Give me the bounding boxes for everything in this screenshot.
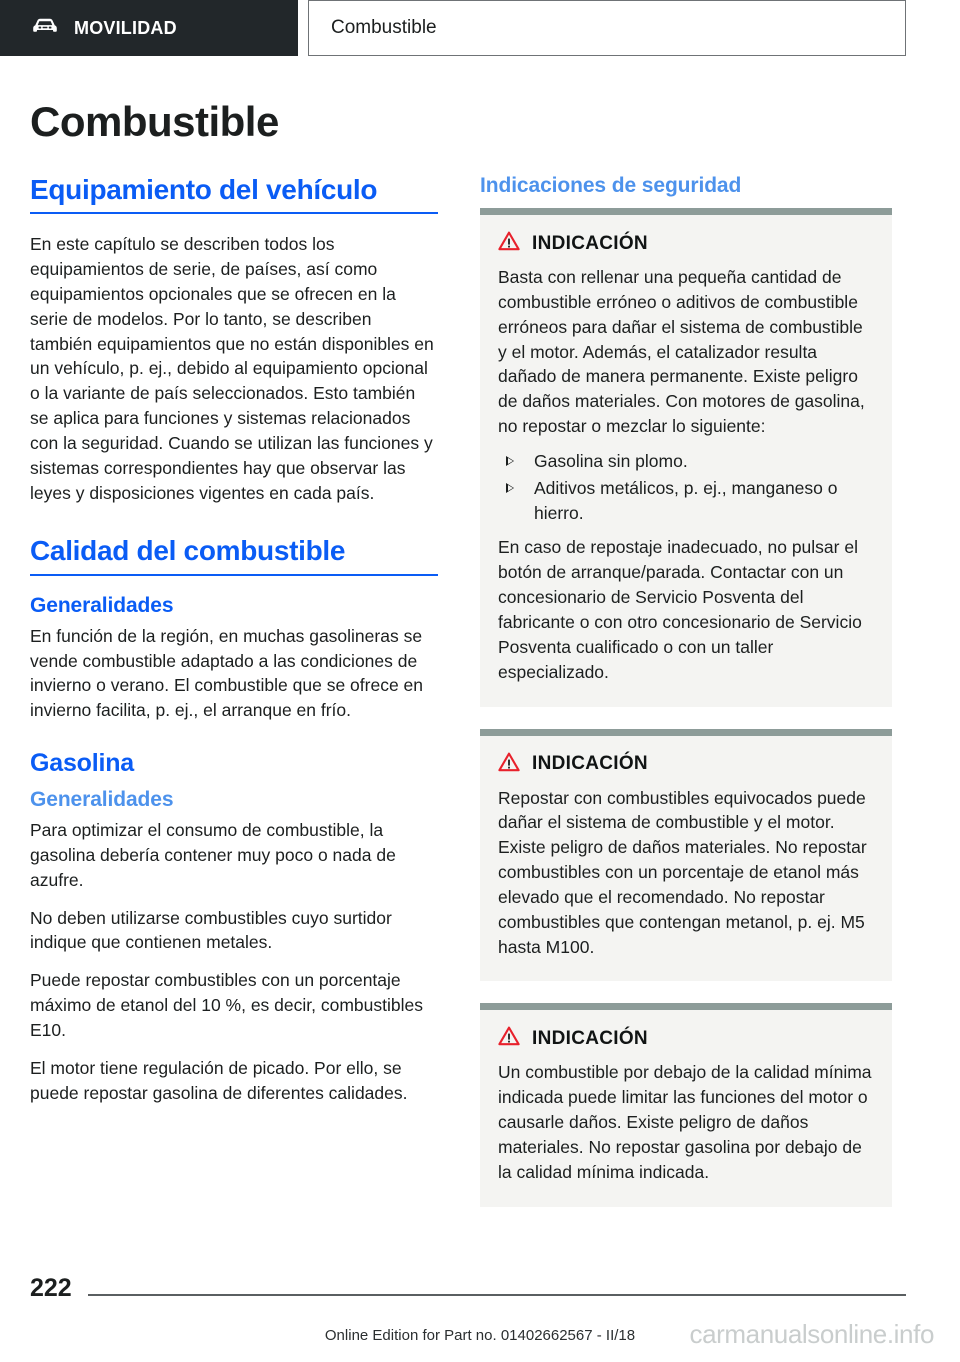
- heading-generalidades-2: Generalidades: [30, 788, 174, 812]
- notice-header: [498, 231, 874, 256]
- notice-header: [498, 1026, 874, 1051]
- watermark: carmanualsonline.info: [689, 1319, 934, 1349]
- section-tab-label: Combustible: [331, 17, 437, 38]
- page-footer: [0, 1276, 960, 1362]
- notice-title: INDICACIÓN: [532, 1027, 648, 1049]
- heading-gasolina: Gasolina: [30, 749, 134, 778]
- triangle-bullet-icon: [506, 456, 514, 466]
- right-column: [480, 174, 892, 1207]
- notice-bullet-list: [498, 449, 874, 526]
- list-item-label: Gasolina sin plomo.: [534, 450, 688, 471]
- warning-triangle-icon: [498, 1026, 520, 1051]
- chapter-label: MOVILIDAD: [74, 17, 177, 38]
- paragraph-gasolina-1: Para optimizar el consumo de combustible, la gasolina debería contener muy poco o nada de azufre.: [30, 820, 396, 890]
- paragraph-gasolina-2: No deben utilizarse combustibles cuyo surtidor indique que contienen metales.: [30, 907, 392, 953]
- heading-generalidades-1: Generalidades: [30, 593, 174, 617]
- heading-equipamiento: Equipamiento del vehículo: [30, 174, 378, 205]
- notice-title: INDICACIÓN: [532, 232, 648, 254]
- paragraph-generalidades-1: En función de la región, en muchas gasolineras se vende combustible adaptado a las condiciones de invierno o verano. El combustible que se ofrece en invierno facilita, p. ej., el arranque en frío.: [30, 625, 424, 721]
- chapter-tab[interactable]: [0, 0, 298, 56]
- warning-triangle-icon: [498, 752, 520, 777]
- content-columns: [0, 174, 960, 1207]
- edition-note: Online Edition for Part no. 01402662567 - II/18: [324, 1327, 636, 1344]
- triangle-bullet-icon: [506, 483, 514, 493]
- heading-indicaciones: Indicaciones de seguridad: [480, 174, 742, 197]
- list-item: [498, 476, 874, 526]
- notice-box: [480, 729, 892, 982]
- header-gap: [298, 0, 308, 56]
- section-tab[interactable]: [308, 0, 906, 56]
- notice-paragraph: Un combustible por debajo de la calidad mínima indicada puede limitar las funciones del motor o causarle daños. Existe peligro de daños materiales. No repostar gasolina por debajo de la calidad mínima indicada.: [498, 1062, 872, 1182]
- heading-rule: [30, 212, 438, 214]
- list-item-label: Aditivos metálicos, p. ej., manganeso o hierro.: [534, 477, 838, 523]
- paragraph-gasolina-3: Puede repostar combustibles con un porcentaje máximo de etanol del 10 %, es decir, combustibles E10.: [30, 970, 423, 1040]
- heading-rule-2: [30, 574, 438, 576]
- page-header: [0, 0, 960, 56]
- heading-calidad: Calidad del combustible: [30, 535, 346, 567]
- left-column: [30, 174, 438, 1207]
- footer-row: [0, 1276, 960, 1301]
- notice-box: [480, 1003, 892, 1206]
- paragraph-equipamiento: En este capítulo se describen todos los equipamientos de serie, de países, así como equipamientos opcionales que se ofrecen en la serie de modelos. Por lo tanto, se describen también equipamientos que no están disponibles en un vehículo, p. ej., debido al equipamiento opcional o la variante de país seleccionados. Esto también se aplica para funciones y sistemas relacionados con la seguridad. Cuando se utilizan las funciones y sistemas correspondientes hay que observar las leyes y disposiciones vigentes en cada país.: [30, 234, 434, 503]
- warning-triangle-icon: [498, 231, 520, 256]
- notice-box: [480, 208, 892, 707]
- notice-paragraph-after: En caso de repostaje inadecuado, no pulsar el botón de arranque/parada. Contactar con un concesionario de Servicio Posventa del fabricante o con otro concesionario de Servicio Posventa cualificado o con un taller especializado.: [498, 537, 862, 682]
- footer-divider: [88, 1294, 906, 1296]
- paragraph-gasolina-4: El motor tiene regulación de picado. Por ello, se puede repostar gasolina de diferentes calidades.: [30, 1057, 408, 1103]
- page-title: Combustible: [30, 98, 279, 145]
- list-item: [498, 449, 874, 474]
- notice-paragraph: Repostar con combustibles equivocados puede dañar el sistema de combustible y el motor. Existe peligro de daños materiales. No repostar combustibles con un porcentaje de etanol más elevado que el recomendado. No repostar combustibles que contengan metanol, p. ej. M5 hasta M100.: [498, 787, 867, 957]
- notice-paragraph: Basta con rellenar una pequeña cantidad de combustible erróneo o aditivos de combustible erróneos para dañar el sistema de combustible y el motor. Además, el catalizador resulta dañado de manera permanente. Existe peligro de daños materiales. Con motores de gasolina, no repostar o mezclar lo siguiente:: [498, 267, 865, 437]
- page-number: 222: [30, 1274, 72, 1302]
- notice-header: [498, 752, 874, 777]
- car-front-icon: [30, 16, 60, 41]
- notice-title: INDICACIÓN: [532, 753, 648, 774]
